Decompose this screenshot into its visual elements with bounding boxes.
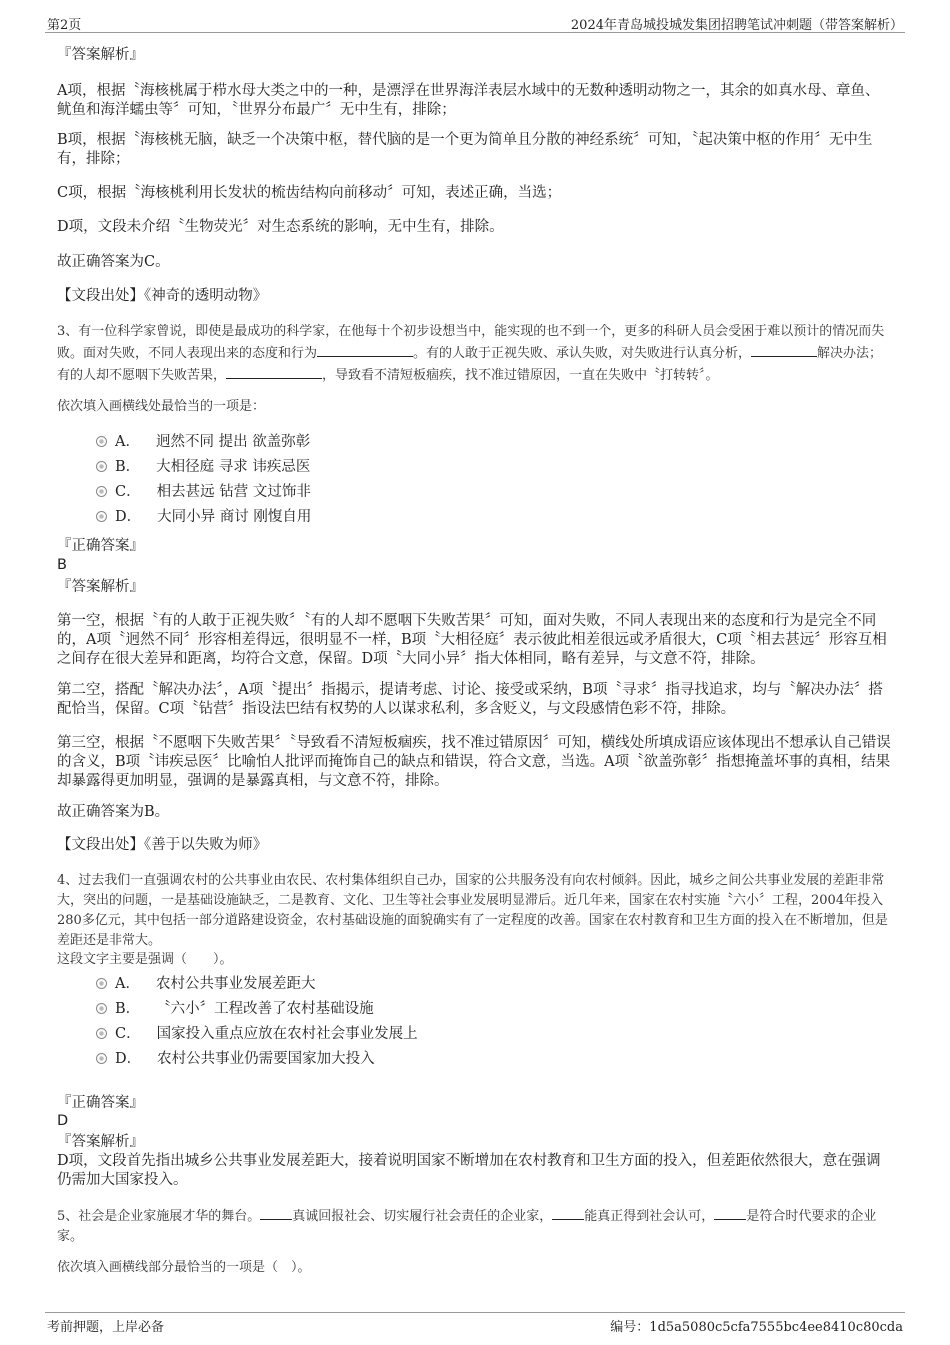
q2-analysis-label: 『答案解析』: [57, 47, 144, 63]
radio-icon[interactable]: [96, 1053, 107, 1064]
q3-stem-part3: 解决办法；有的人却不愿咽下失败苦果，: [57, 346, 883, 383]
q5-blank-3: [714, 1205, 746, 1220]
radio-icon[interactable]: [96, 1028, 107, 1039]
document-title: 2024年青岛城投城发集团招聘笔试冲刺题（带答案解析）: [570, 18, 903, 33]
q3-blank-1: [317, 342, 413, 357]
q3-answer: B: [57, 557, 67, 573]
q3-stem-part4: ，导致看不清短板痼疾，找不准过错原因，一直在失败中〝打转转〞。: [322, 368, 719, 383]
footer-slogan: 考前押题，上岸必备: [47, 1320, 165, 1335]
q5-blank-1: [260, 1205, 292, 1220]
q4-option-a[interactable]: A． 农村公共事业发展差距大: [96, 970, 418, 995]
q4-analysis: D项，文段首先指出城乡公共事业发展差距大，接着说明国家不断增加在农村教育和卫生方面的投入，但差距依然很大，意在强调仍需加大国家投入。: [57, 1153, 881, 1188]
q3-analysis-label: 『答案解析』: [57, 579, 144, 595]
q3-option-c[interactable]: C． 相去甚远 钻营 文过饰非: [96, 478, 311, 503]
q5-stem: 5、社会是企业家施展才华的舞台。 真诚回报社会、切实履行社会责任的企业家， 能真正得到社会认可， 是符合时代要求的企业家。: [57, 1205, 893, 1247]
q3-options: [96, 428, 311, 528]
q2-source: 【文段出处】《神奇的透明动物》: [57, 288, 268, 304]
q3-blank-2: [751, 342, 817, 357]
radio-icon[interactable]: [96, 461, 107, 472]
q3-source: 【文段出处】《善于以失败为师》: [57, 837, 268, 853]
radio-icon[interactable]: [96, 978, 107, 989]
q3-stem-part2: 。有的人敢于正视失败、承认失败，对失败进行认真分析，: [413, 346, 752, 361]
q3-option-b[interactable]: B． 大相径庭 寻求 讳疾忌医: [96, 453, 311, 478]
page-footer: [45, 1312, 905, 1335]
q3-stem-part1: 3、有一位科学家曾说，即使是最成功的科学家，在他每十个初步设想当中，能实现的也不到一个，更多的科研人员会受困于难以预计的情况而失败。面对失败，不同人表现出来的态度和行为: [57, 324, 885, 361]
q4-option-b[interactable]: B． 〝六小〞工程改善了农村基础设施: [96, 995, 418, 1020]
q2-analysis-d: D项，文段未介绍〝生物荧光〞对生态系统的影响，无中生有，排除。: [57, 219, 504, 235]
q4-analysis-label: 『答案解析』: [57, 1134, 144, 1150]
q3-prompt: 依次填入画横线处最恰当的一项是：: [57, 399, 266, 414]
q3-stem: [57, 322, 893, 386]
q3-option-a[interactable]: A． 迥然不同 提出 欲盖弥彰: [96, 428, 311, 453]
q3-option-d[interactable]: D． 大同小异 商讨 刚愎自用: [96, 503, 311, 528]
q3-analysis-p3: 第三空，根据〝不愿咽下失败苦果〞〝导致看不清短板痼疾，找不准过错原因〞可知，横线处所填成语应该体现出不想承认自己错误的含义，B项〝讳疾忌医〞比喻怕人批评而掩饰自己的缺点和错误，符合文意，当选。A项〝欲盖弥彰〞指想掩盖坏事的真相，结果却暴露得更加明显，强调的是暴露真相，与文意不符，排除。: [57, 735, 891, 789]
q4-option-c[interactable]: C． 国家投入重点应放在农村社会事业发展上: [96, 1020, 418, 1045]
q2-analysis-a: A项，根据〝海核桃属于栉水母大类之中的一种，是漂浮在世界海洋表层水域中的无数种透明动物之一，其余的如真水母、章鱼、鱿鱼和海洋蠕虫等〞可知，〝世界分布最广〞无中生有，排除；: [57, 83, 880, 118]
q4-stem: 4、过去我们一直强调农村的公共事业由农民、农村集体组织自己办，国家的公共服务没有向农村倾斜。因此，城乡之间公共事业发展的差距非常大，突出的问题，一是基础设施缺乏，二是教育、文化、卫生等社会事业发展明显滞后。近几年来，国家在农村实施〝六小〞工程，2004年投入280多亿元，其中包括一部分道路建设资金，农村基础设施的面貌确实有了一定程度的改善。国家在农村教育和卫生方面的投入在不断增加，但是差距还是非常大。: [57, 873, 888, 948]
q2-analysis-b: B项，根据〝海核桃无脑，缺乏一个决策中枢，替代脑的是一个更为简单且分散的神经系统〞可知，〝起决策中枢的作用〞无中生有，排除；: [57, 132, 873, 167]
document-id: 编号：1d5a5080c5cfa7555bc4ee8410c80cda: [610, 1320, 903, 1335]
radio-icon[interactable]: [96, 436, 107, 447]
q3-blank-3: [226, 364, 322, 379]
q4-answer: D: [57, 1113, 69, 1129]
radio-icon[interactable]: [96, 1003, 107, 1014]
q2-conclusion: 故正确答案为C。: [57, 254, 170, 270]
q4-options: [96, 970, 418, 1070]
page-number: 第2页: [47, 18, 82, 33]
q4-answer-label: 『正确答案』: [57, 1095, 144, 1111]
q2-analysis-c: C项，根据〝海核桃利用长发状的梳齿结构向前移动〞可知，表述正确，当选；: [57, 185, 562, 201]
q3-analysis-p2: 第二空，搭配〝解决办法〞，A项〝提出〞指揭示，提请考虑、讨论、接受或采纳，B项〝寻求〞指寻找追求，均与〝解决办法〞搭配恰当，保留。C项〝钻营〞指设法巴结有权势的人以谋求私利，多含贬义，与文段感情色彩不符，排除。: [57, 682, 883, 717]
q3-answer-label: 『正确答案』: [57, 538, 144, 554]
radio-icon[interactable]: [96, 486, 107, 497]
q4-option-d[interactable]: D． 农村公共事业仍需要国家加大投入: [96, 1045, 418, 1070]
q3-analysis-p1: 第一空，根据〝有的人敢于正视失败〞〝有的人却不愿咽下失败苦果〞可知，面对失败，不同人表现出来的态度和行为是完全不同的，A项〝迥然不同〞形容相差得远，很明显不一样，B项〝大相径庭〞表示彼此相差很远或矛盾很大，C项〝相去甚远〞形容互相之间存在很大差异和距离，均符合文意，保留。D项〝大同小异〞指大体相同，略有差异，与文意不符，排除。: [57, 613, 887, 667]
page-header: [45, 12, 905, 33]
q5-blank-2: [552, 1205, 584, 1220]
q3-conclusion: 故正确答案为B。: [57, 804, 170, 820]
radio-icon[interactable]: [96, 511, 107, 522]
q4-prompt: 这段文字主要是强调（ ）。: [57, 952, 233, 967]
q5-prompt: 依次填入画横线部分最恰当的一项是（ ）。: [57, 1260, 311, 1275]
